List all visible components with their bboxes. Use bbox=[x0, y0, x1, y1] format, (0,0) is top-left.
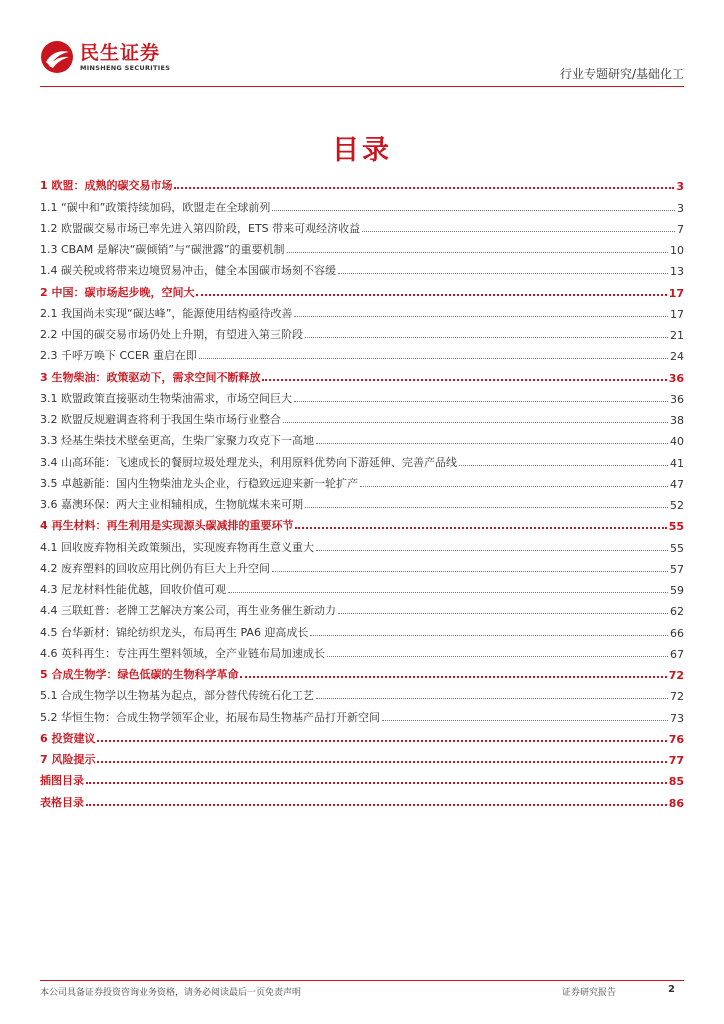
toc-leader-dots bbox=[272, 571, 668, 572]
toc-subsection-entry[interactable] bbox=[40, 448, 684, 469]
toc-entry-title: 2.3 千呼万唤下 CCER 重启在即 bbox=[40, 349, 197, 363]
company-logo bbox=[40, 40, 170, 74]
toc-page-number: 3 bbox=[677, 201, 684, 215]
toc-leader-dots bbox=[97, 761, 666, 763]
toc-entry-title: 插图目录 bbox=[40, 774, 84, 788]
footer-report-type: 证券研究报告 bbox=[562, 988, 617, 998]
toc-page-number: 66 bbox=[670, 626, 684, 640]
toc-subsection-entry[interactable] bbox=[40, 597, 684, 618]
toc-leader-dots bbox=[86, 804, 667, 806]
toc-leader-dots bbox=[228, 592, 668, 593]
logo-chinese-name: 民生证券 bbox=[80, 41, 161, 64]
toc-leader-dots bbox=[305, 507, 668, 508]
toc-subsection-entry[interactable] bbox=[40, 555, 684, 576]
toc-entry-title: 5.2 华恒生物：合成生物学领军企业，拓展布局生物基产品打开新空间 bbox=[40, 710, 380, 724]
toc-leader-dots bbox=[240, 676, 666, 678]
toc-subsection-entry[interactable] bbox=[40, 321, 684, 342]
toc-page-number: 40 bbox=[670, 435, 684, 449]
toc-page-number: 73 bbox=[670, 711, 684, 725]
toc-entry-title: 5 合成生物学：绿色低碳的生物科学革命 bbox=[40, 668, 239, 681]
toc-leader-dots bbox=[382, 720, 668, 721]
toc-entry-title: 3.2 欧盟反规避调查将利于我国生柴市场行业整合 bbox=[40, 413, 281, 426]
toc-section-entry[interactable] bbox=[40, 661, 684, 682]
footer-divider bbox=[40, 980, 684, 981]
toc-subsection-entry[interactable] bbox=[40, 533, 684, 554]
toc-entry-title: 1.3 CBAM 是解决“碳倾销”与“碳泄露”的重要机制 bbox=[40, 243, 285, 256]
toc-page-number: 57 bbox=[670, 562, 684, 576]
toc-page-number: 72 bbox=[668, 669, 684, 682]
toc-section-entry[interactable] bbox=[40, 172, 684, 193]
toc-section-entry[interactable] bbox=[40, 278, 684, 299]
toc-subsection-entry[interactable] bbox=[40, 257, 684, 278]
toc-page-number: 47 bbox=[670, 477, 684, 491]
toc-leader-dots bbox=[316, 550, 668, 551]
toc-page-number: 52 bbox=[670, 499, 684, 512]
table-of-contents bbox=[40, 172, 684, 810]
toc-page-number: 41 bbox=[670, 456, 684, 470]
toc-subsection-entry[interactable] bbox=[40, 406, 684, 427]
toc-entry-title: 4.4 三联虹普：老牌工艺解决方案公司，再生业务催生新动力 bbox=[40, 604, 336, 618]
toc-subsection-entry[interactable] bbox=[40, 300, 684, 321]
toc-entry-title: 5.1 合成生物学以生物基为起点，部分替代传统石化工艺 bbox=[40, 689, 314, 703]
toc-subsection-entry[interactable] bbox=[40, 236, 684, 257]
toc-leader-dots bbox=[459, 465, 668, 466]
toc-leader-dots bbox=[316, 443, 668, 444]
toc-subsection-entry[interactable] bbox=[40, 193, 684, 214]
toc-leader-dots bbox=[86, 782, 667, 784]
toc-page-number: 59 bbox=[670, 584, 684, 597]
toc-subsection-entry[interactable] bbox=[40, 682, 684, 703]
toc-subsection-entry[interactable] bbox=[40, 385, 684, 406]
toc-subsection-entry[interactable] bbox=[40, 342, 684, 363]
toc-leader-dots bbox=[310, 635, 668, 636]
page-number: 2 bbox=[668, 984, 675, 995]
footer-disclaimer: 本公司具备证券投资咨询业务资格，请务必阅读最后一页免责声明 bbox=[40, 988, 302, 998]
toc-entry-title: 3 生物柴油：政策驱动下，需求空间不断释放 bbox=[40, 370, 261, 384]
report-category: 行业专题研究/基础化工 bbox=[559, 67, 684, 81]
toc-section-entry[interactable] bbox=[40, 512, 684, 533]
toc-entry-title: 1.4 碳关税或将带来边境贸易冲击，健全本国碳市场刻不容缓 bbox=[40, 264, 336, 278]
header-divider bbox=[40, 86, 684, 87]
toc-page-number: 55 bbox=[668, 520, 684, 534]
toc-subsection-entry[interactable] bbox=[40, 703, 684, 724]
toc-leader-dots bbox=[283, 422, 668, 423]
toc-subsection-entry[interactable] bbox=[40, 427, 684, 448]
toc-page-number: 21 bbox=[670, 329, 684, 342]
toc-entry-title: 4.1 回收废弃物相关政策频出，实现废弃物再生意义重大 bbox=[40, 540, 314, 554]
toc-leader-dots bbox=[196, 294, 666, 296]
toc-section-entry[interactable] bbox=[40, 767, 684, 788]
toc-entry-title: 4.2 废弃塑料的回收应用比例仍有巨大上升空间 bbox=[40, 561, 270, 575]
toc-entry-title: 2 中国：碳市场起步晚，空间大 bbox=[40, 285, 195, 299]
toc-page-number: 72 bbox=[670, 690, 684, 704]
toc-entry-title: 2.1 我国尚未实现“碳达峰”，能源使用结构亟待改善 bbox=[40, 306, 293, 320]
toc-entry-title: 3.5 卓越新能：国内生物柴油龙头企业，行稳致远迎来新一轮扩产 bbox=[40, 476, 358, 490]
toc-page-number: 3 bbox=[676, 180, 684, 194]
toc-entry-title: 1.1 “碳中和”政策持续加码，欧盟走在全球前列 bbox=[40, 200, 271, 214]
toc-leader-dots bbox=[294, 316, 668, 317]
page-header bbox=[40, 40, 684, 88]
toc-section-entry[interactable] bbox=[40, 746, 684, 767]
toc-entry-title: 1 欧盟：成熟的碳交易市场 bbox=[40, 179, 173, 193]
toc-page-number: 76 bbox=[668, 732, 684, 746]
toc-section-entry[interactable] bbox=[40, 725, 684, 746]
toc-entry-title: 1.2 欧盟碳交易市场已率先进入第四阶段，ETS 带来可观经济收益 bbox=[40, 221, 361, 235]
toc-entry-title: 表格目录 bbox=[40, 795, 84, 809]
toc-page-number: 86 bbox=[668, 796, 684, 810]
toc-leader-dots bbox=[262, 379, 666, 381]
toc-leader-dots bbox=[327, 656, 668, 657]
minsheng-logo-icon bbox=[40, 40, 74, 74]
toc-leader-dots bbox=[294, 401, 668, 402]
toc-page-number: 17 bbox=[668, 286, 684, 300]
toc-leader-dots bbox=[287, 252, 668, 253]
toc-entry-title: 2.2 中国的碳交易市场仍处上升期，有望进入第三阶段 bbox=[40, 328, 303, 341]
toc-leader-dots bbox=[199, 358, 668, 359]
toc-subsection-entry[interactable] bbox=[40, 640, 684, 661]
toc-page-number: 62 bbox=[670, 605, 684, 619]
toc-entry-title: 3.6 嘉澳环保：两大主业相辅相成，生物航煤未来可期 bbox=[40, 498, 303, 511]
toc-subsection-entry[interactable] bbox=[40, 470, 684, 491]
toc-leader-dots bbox=[97, 740, 666, 742]
toc-entry-title: 3.1 欧盟政策直接驱动生物柴油需求，市场空间巨大 bbox=[40, 391, 292, 405]
toc-leader-dots bbox=[316, 698, 668, 699]
toc-entry-title: 6 投资建议 bbox=[40, 731, 96, 745]
toc-leader-dots bbox=[362, 231, 675, 232]
toc-leader-dots bbox=[338, 613, 668, 614]
toc-subsection-entry[interactable] bbox=[40, 576, 684, 597]
toc-entry-title: 3.4 山高环能：飞速成长的餐厨垃圾处理龙头，利用原料优势向下游延伸、完善产品线 bbox=[40, 455, 457, 469]
toc-page-number: 17 bbox=[670, 307, 684, 321]
toc-leader-dots bbox=[338, 273, 668, 274]
toc-entry-title: 4.3 尼龙材料性能优越，回收价值可观 bbox=[40, 583, 226, 596]
toc-leader-dots bbox=[272, 210, 675, 211]
toc-page-number: 55 bbox=[670, 541, 684, 555]
logo-english-name: MINSHENG SECURITIES bbox=[80, 63, 171, 72]
toc-page-number: 38 bbox=[670, 414, 684, 427]
toc-entry-title: 3.3 烃基生柴技术壁垒更高，生柴厂家聚力攻克下一高地 bbox=[40, 434, 314, 448]
toc-page-number: 24 bbox=[670, 350, 684, 364]
toc-leader-dots bbox=[295, 527, 666, 529]
toc-page-number: 36 bbox=[670, 392, 684, 406]
toc-section-entry[interactable] bbox=[40, 363, 684, 384]
toc-subsection-entry[interactable] bbox=[40, 491, 684, 512]
toc-leader-dots bbox=[174, 187, 674, 189]
toc-section-entry[interactable] bbox=[40, 788, 684, 809]
toc-page-number: 10 bbox=[670, 244, 684, 257]
toc-page-number: 85 bbox=[668, 775, 684, 789]
toc-page-number: 13 bbox=[670, 265, 684, 279]
toc-subsection-entry[interactable] bbox=[40, 618, 684, 639]
toc-leader-dots bbox=[305, 337, 668, 338]
toc-entry-title: 4.6 英科再生：专注再生塑料领域，全产业链布局加速成长 bbox=[40, 646, 325, 660]
toc-page-number: 36 bbox=[668, 371, 684, 385]
toc-page-number: 67 bbox=[670, 647, 684, 661]
toc-entry-title: 7 风险提示 bbox=[40, 753, 96, 766]
page-title: 目录 bbox=[332, 135, 392, 166]
toc-leader-dots bbox=[360, 486, 668, 487]
toc-page-number: 7 bbox=[677, 222, 684, 236]
toc-subsection-entry[interactable] bbox=[40, 215, 684, 236]
toc-entry-title: 4.5 台华新材：锦纶纺织龙头，布局再生 PA6 迎高成长 bbox=[40, 625, 309, 639]
toc-entry-title: 4 再生材料：再生利用是实现源头碳减排的重要环节 bbox=[40, 519, 294, 533]
toc-page-number: 77 bbox=[668, 754, 684, 767]
